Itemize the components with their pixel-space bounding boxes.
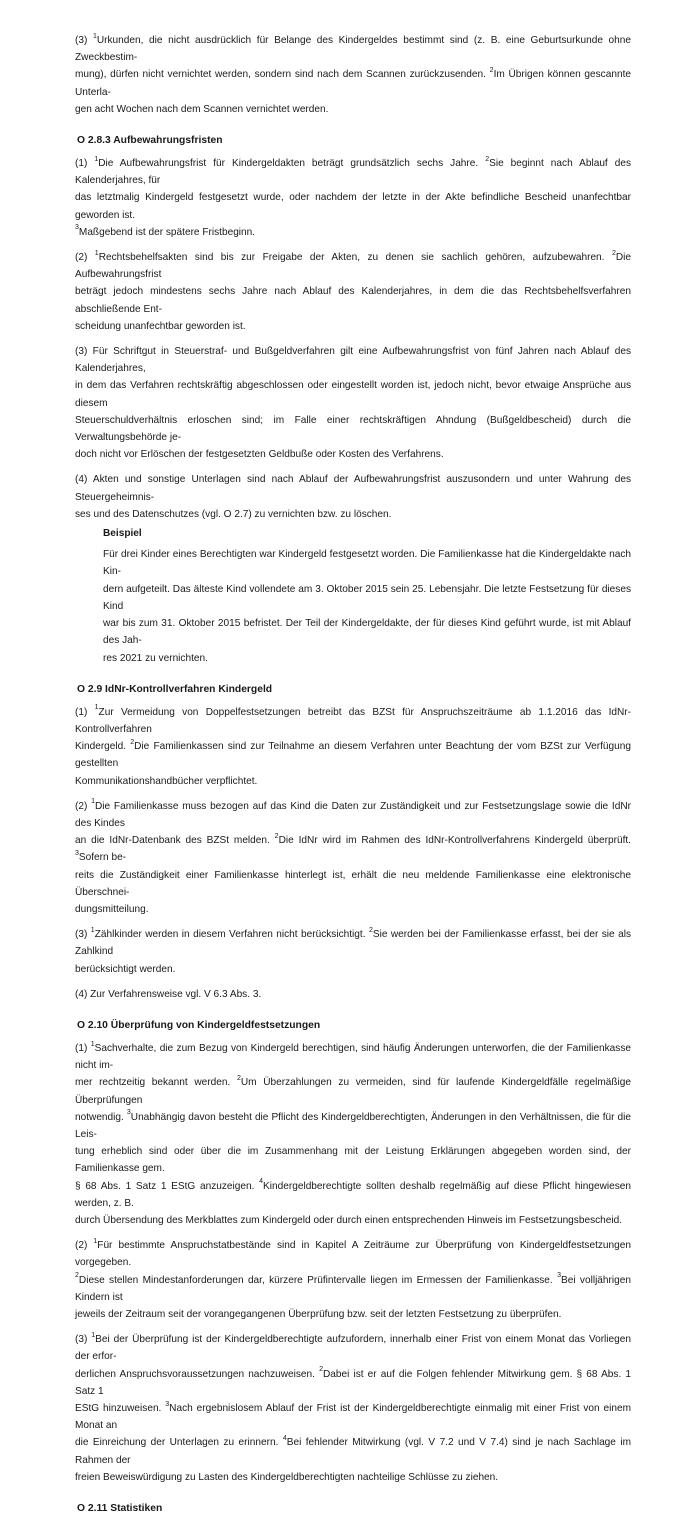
paragraph-line: (3) $^1$Bei der Überprüfung ist der Kindergeldberechtigte aufzufordern, innerhalb einer Frist von einem Monat das Vorliegen der erfor-	[75, 1331, 631, 1363]
paragraph-line: (3) $^1$Zählkinder werden in diesem Verfahren nicht berücksichtigt. $^2$Sie werden bei der Familienkasse erfasst, bei der sie als Zahlkind	[75, 926, 632, 958]
paragraph	[75, 155, 631, 241]
paragraph-line: ses und des Datenschutzes (vgl. O 2.7) zu vernichten bzw. zu löschen.	[75, 508, 392, 520]
paragraph-line: durch Übersendung des Merkblattes zum Kindergeld oder durch einen entsprechenden Hinweis im Festsetzungsbescheid.	[75, 1214, 623, 1226]
paragraph	[75, 926, 631, 978]
section-heading: O 2.11 Statistiken	[77, 1503, 163, 1515]
paragraph-line: doch nicht vor Erlöschen der festgesetzten Geldbuße oder Kosten des Verfahrens.	[75, 449, 444, 461]
document-page	[75, 32, 631, 1523]
paragraph	[75, 1040, 631, 1229]
paragraph	[75, 32, 631, 118]
paragraph	[75, 986, 631, 1003]
example-line: war bis zum 31. Oktober 2015 befristet. Der Teil der Kindergeldakte, der für dieses Kind geführt wurde, ist mit Ablauf des Jah-	[103, 618, 631, 647]
section-heading: O 2.10 Überprüfung von Kindergeldfestsetzungen	[77, 1019, 321, 1031]
paragraph-line: (1) $^1$Zur Vermeidung von Doppelfestsetzungen betreibt das BZSt für Anspruchszeiträume ab 1.1.2016 das IdNr-Kontrollverfahren	[75, 704, 632, 735]
paragraph-line: § 68 Abs. 1 Satz 1 EStG anzuzeigen. $^4$Kindergeldberechtigte sollten deshalb regelmäßig auf diese Pflicht hingewiesen werden, z. B.	[75, 1178, 631, 1209]
document-body	[75, 32, 631, 1517]
paragraph-line: (1) $^1$Sachverhalte, die zum Bezug von Kindergeld berechtigen, sind häufig Änderungen unterworfen, die der Familienkasse nicht im-	[75, 1040, 632, 1072]
paragraph-line: derlichen Anspruchsvoraussetzungen nachzuweisen. $^2$Dabei ist er auf die Folgen fehlender Mitwirkung gem. § 68 Abs. 1 Satz 1	[75, 1366, 631, 1397]
example-line: res 2021 zu vernichten.	[103, 652, 208, 664]
section-o29	[75, 681, 631, 1003]
paragraph-line: mung), dürfen nicht vernichtet werden, sondern sind nach dem Scannen zurückzusenden. $^2$Im Übrigen können gescannte Unterla-	[75, 67, 631, 98]
paragraph-line: EStG hinzuweisen. $^3$Nach ergebnislosem Ablauf der Frist ist der Kindergeldberechtigte einmalig mit einer Frist von einem Monat an	[75, 1400, 631, 1432]
paragraph-line: (2) $^1$Die Familienkasse muss bezogen auf das Kind die Daten zur Zuständigkeit und zur Festsetzungslage sowie die IdNr des Kindes	[75, 798, 632, 829]
paragraph	[75, 1331, 631, 1486]
example-line: dern aufgeteilt. Das älteste Kind vollendete am 3. Oktober 2015 sein 25. Lebensjahr. Die letzte Festsetzung für dieses Kind	[103, 583, 631, 612]
paragraph-line: Steuerschuldverhältnis erloschen sind; im Falle einer rechtskräftigen Ahndung (Bußgeldbescheid) durch die Verwaltungsbehörde je-	[75, 414, 631, 444]
paragraph-line: in dem das Verfahren rechtskräftig abgeschlossen oder eingestellt worden ist, jedoch nicht, bevor etwaige Ansprüche aus diesem	[75, 380, 631, 409]
paragraph-line: Kommunikationshandbücher verpflichtet.	[75, 775, 258, 787]
paragraph-line: das letztmalig Kindergeld festgesetzt wurde, oder nachdem der letzte in der Akte befindliche Bescheid unanfechtbar geworden ist.	[75, 192, 631, 221]
paragraph-line: notwendig. $^3$Unabhängig davon besteht die Pflicht des Kindergeldberechtigten, Änderungen in den Verhältnissen, die für die Leis-	[75, 1109, 631, 1140]
paragraph-line: (2) $^1$Für bestimmte Anspruchstatbestände sind in Kapitel A Zeiträume zur Überprüfung von Kindergeldfestsetzungen vorgegeben.	[75, 1237, 631, 1269]
paragraph-line: $^2$Diese stellen Mindestanforderungen dar, kürzere Prüfintervalle liegen im Ermessen der Familienkasse. $^3$Bei volljährigen Kindern ist	[75, 1272, 631, 1303]
paragraph	[75, 471, 631, 523]
section-o210	[75, 1017, 631, 1486]
example-box	[103, 525, 631, 667]
example-title: Beispiel	[103, 528, 142, 540]
paragraph-line: freien Beweiswürdigung zu Lasten des Kindergeldberechtigten nachteilige Schlüsse zu ziehen.	[75, 1471, 499, 1483]
paragraph-line: die Einreichung der Unterlagen zu erinnern. $^4$Bei fehlender Mitwirkung (vgl. V 7.2 und V 7.4) sind je nach Sachlage im Rahmen der	[75, 1435, 631, 1466]
paragraph-line: gen acht Wochen nach dem Scannen vernichtet werden.	[75, 103, 329, 115]
section-o283	[75, 132, 631, 667]
paragraph-line: (2) $^1$Rechtsbehelfsakten sind bis zur Freigabe der Akten, zu denen sie sachlich gehören, aufzubewahren. $^2$Die Aufbewahrungsfrist	[75, 249, 631, 281]
paragraph-line: dungsmitteilung.	[75, 903, 149, 915]
paragraph-line: beträgt jedoch mindestens sechs Jahre nach Ablauf des Kalenderjahres, in dem die das Rechtsbehelfsverfahren abschließende Ent-	[75, 286, 631, 315]
paragraph-line: Kindergeld. $^2$Die Familienkassen sind zur Teilnahme an diesem Verfahren unter Beachtung der vom BZSt zur Verfügung gestellten	[75, 738, 631, 770]
paragraph-line: jeweils der Zeitraum seit der vorangegangenen Überprüfung bzw. seit der letzten Festsetzung zu überprüfen.	[75, 1309, 562, 1320]
paragraph-line: (1) $^1$Die Aufbewahrungsfrist für Kindergeldakten beträgt grundsätzlich sechs Jahre. $^2$Sie beginnt nach Ablauf des Kalenderjahres, für	[75, 155, 631, 187]
paragraph	[75, 798, 631, 918]
example-line: Für drei Kinder eines Berechtigten war Kindergeld festgesetzt worden. Die Familienkasse hat die Kindergeldakte nach Kin-	[103, 549, 631, 578]
paragraph-line: scheidung unanfechtbar geworden ist.	[75, 320, 246, 332]
paragraph-line: (3) Für Schriftgut in Steuerstraf- und Bußgeldverfahren gilt eine Aufbewahrungsfrist von fünf Jahren nach Ablauf des Kalenderjahres,	[75, 346, 631, 375]
paragraph-line: an die IdNr-Datenbank des BZSt melden. $^2$Die IdNr wird im Rahmen des IdNr-Kontrollverfahrens Kindergeld überprüft. $^3$Sofern be-	[75, 832, 631, 864]
paragraph-line: tung erheblich sind oder über die im Zusammenhang mit der Leistung Erklärungen abgegeben worden sind, der Familienkasse gem.	[75, 1146, 631, 1175]
section-heading: O 2.9 IdNr-Kontrollverfahren Kindergeld	[77, 683, 273, 695]
paragraph-line: (4) Zur Verfahrensweise vgl. V 6.3 Abs. 3.	[75, 988, 262, 1000]
section-heading: O 2.8.3 Aufbewahrungsfristen	[77, 135, 223, 147]
paragraph	[75, 249, 631, 335]
paragraph	[75, 343, 631, 463]
paragraph	[75, 1237, 631, 1323]
section-intro	[75, 32, 631, 118]
paragraph-line: berücksichtigt werden.	[75, 963, 176, 975]
example-text	[103, 546, 631, 666]
paragraph-line: reits die Zuständigkeit einer Familienkasse hinterlegt ist, erhält die neu meldende Familienkasse eine elektronische Überschnei-	[75, 869, 631, 898]
paragraph-line: $^3$Maßgebend ist der spätere Fristbeginn.	[75, 224, 256, 238]
section-o211	[75, 1500, 631, 1517]
paragraph-line: (3) $^1$Urkunden, die nicht ausdrücklich für Belange des Kindergeldes bestimmt sind (z. B. eine Geburtsurkunde ohne Zweckbestim-	[75, 32, 632, 64]
paragraph-line: mer rechtzeitig bekannt werden. $^2$Um Überzahlungen zu vermeiden, sind für laufende Kindergeldfälle regelmäßige Überprüfungen	[75, 1075, 632, 1106]
paragraph-line: (4) Akten und sonstige Unterlagen sind nach Ablauf der Aufbewahrungsfrist auszusondern und unter Wahrung des Steuergeheimnis-	[75, 474, 631, 503]
paragraph	[75, 704, 631, 790]
